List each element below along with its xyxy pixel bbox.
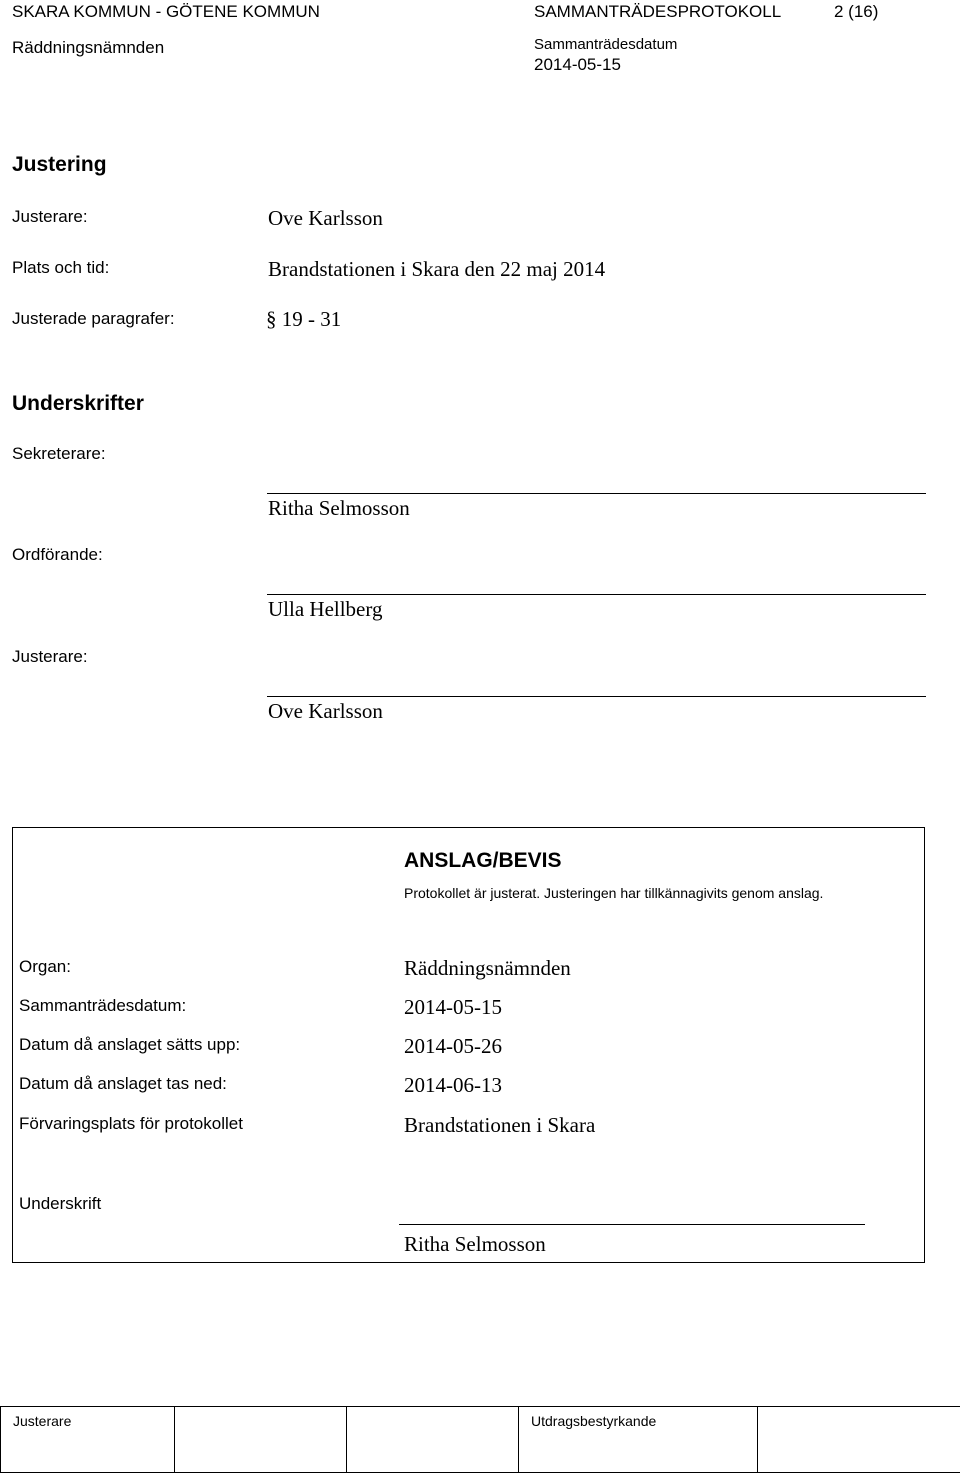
anslag-bevis-box <box>12 827 925 1263</box>
anslag-signature-name: Ritha Selmosson <box>404 1232 546 1256</box>
footer-cell-utdragsbestyrkande: Utdragsbestyrkande <box>519 1407 758 1473</box>
sekreterare-label: Sekreterare: <box>12 444 106 463</box>
footer-cell-blank-1 <box>175 1407 347 1473</box>
justerare-sign-label: Justerare: <box>12 647 88 666</box>
justerade-paragrafer-label: Justerade paragrafer: <box>12 309 175 328</box>
justerade-paragrafer-value: § 19 - 31 <box>266 307 342 331</box>
footer-cell-blank-3 <box>758 1407 960 1473</box>
anslag-forvaringsplats-label: Förvaringsplats för protokollet <box>19 1114 243 1133</box>
sekreterare-signature-line <box>267 493 926 494</box>
footer-cell-justerare: Justerare <box>1 1407 175 1473</box>
ordforande-signature-line <box>267 594 926 595</box>
anslag-satts-upp-value: 2014-05-26 <box>404 1034 502 1058</box>
header-org: SKARA KOMMUN - GÖTENE KOMMUN <box>12 2 320 21</box>
header-doc-type: SAMMANTRÄDESPROTOKOLL <box>534 2 782 21</box>
header-page-number: 2 (16) <box>834 2 879 21</box>
justerare-label: Justerare: <box>12 207 88 226</box>
ordforande-label: Ordförande: <box>12 545 103 564</box>
anslag-sammantradesdatum-value: 2014-05-15 <box>404 995 502 1019</box>
header-date-value: 2014-05-15 <box>534 55 621 74</box>
anslag-satts-upp-label: Datum då anslaget sätts upp: <box>19 1035 241 1054</box>
anslag-organ-label: Organ: <box>19 957 71 976</box>
justerare-value: Ove Karlsson <box>268 206 383 230</box>
anslag-organ-value: Räddningsnämnden <box>404 956 571 980</box>
anslag-tas-ned-label: Datum då anslaget tas ned: <box>19 1074 227 1093</box>
justerare-sign-name: Ove Karlsson <box>268 699 383 723</box>
justering-title: Justering <box>12 153 107 176</box>
anslag-sammantradesdatum-label: Sammanträdesdatum: <box>19 996 187 1015</box>
plats-och-tid-value: Brandstationen i Skara den 22 maj 2014 <box>268 257 606 281</box>
anslag-forvaringsplats-value: Brandstationen i Skara <box>404 1113 596 1137</box>
anslag-tas-ned-value: 2014-06-13 <box>404 1073 502 1097</box>
plats-och-tid-label: Plats och tid: <box>12 258 110 277</box>
header-body-name: Räddningsnämnden <box>12 38 165 57</box>
anslag-underskrift-label: Underskrift <box>19 1194 102 1213</box>
sekreterare-name: Ritha Selmosson <box>268 496 410 520</box>
underskrifter-title: Underskrifter <box>12 392 144 415</box>
justerare-signature-line <box>267 696 926 697</box>
anslag-subtitle: Protokollet är justerat. Justeringen har tillkännagivits genom anslag. <box>404 885 824 901</box>
anslag-title: ANSLAG/BEVIS <box>404 849 562 872</box>
footer-cell-blank-2 <box>347 1407 519 1473</box>
header-date-label: Sammanträdesdatum <box>534 36 678 53</box>
ordforande-name: Ulla Hellberg <box>268 597 383 621</box>
footer-signature-table <box>0 1406 960 1473</box>
anslag-signature-line <box>399 1224 865 1225</box>
